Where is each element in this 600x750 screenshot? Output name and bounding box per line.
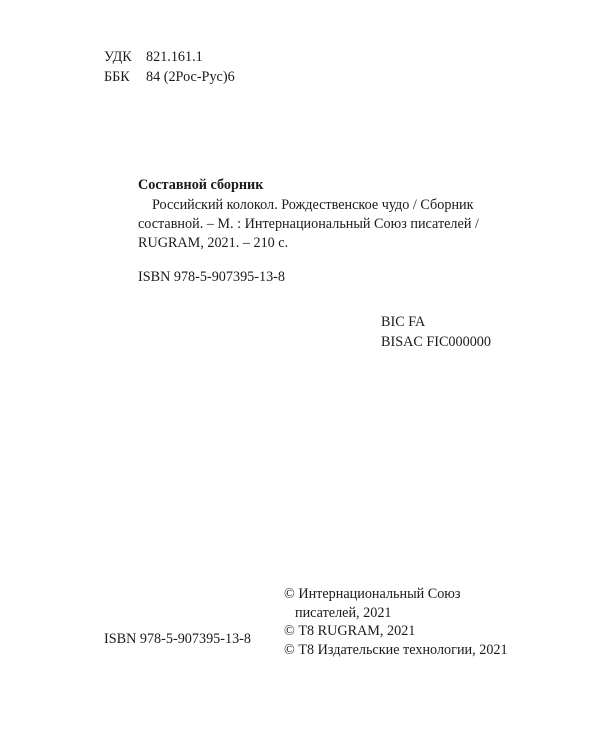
- description-line-3: RUGRAM, 2021. – 210 с.: [138, 235, 289, 251]
- footer-isbn: ISBN 978-5-907395-13-8: [104, 631, 251, 647]
- bbk-code-label: ББК: [104, 69, 130, 85]
- bbk-row: [104, 68, 235, 88]
- record-isbn: ISBN 978-5-907395-13-8: [138, 269, 285, 285]
- classification-block: [104, 48, 235, 88]
- subject-codes: [381, 313, 491, 353]
- copyright-line-4: © Т8 Издательские технологии, 2021: [284, 641, 508, 658]
- copyright-line-2: писателей, 2021: [295, 604, 392, 621]
- copyright-line-1: © Интернациональный Союз: [284, 586, 461, 602]
- description-line-2: составной. – М. : Интернациональный Союз писателей /: [138, 216, 479, 232]
- bisac-code: BISAC FIC000000: [381, 334, 491, 350]
- bic-code: BIC FA: [381, 314, 426, 330]
- author-heading: Составной сборник: [138, 177, 264, 193]
- udk-row: [104, 48, 235, 68]
- copyright-block: [284, 585, 508, 659]
- bbk-code-value: 84 (2Рос-Рус)6: [146, 69, 235, 85]
- bibliographic-record: [138, 176, 498, 287]
- copyright-line-3: © Т8 RUGRAM, 2021: [284, 623, 416, 639]
- udk-code-label: УДК: [104, 49, 132, 65]
- description-line-1: Российский колокол. Рождественское чудо / Сборник: [152, 197, 474, 213]
- udk-code-value: 821.161.1: [146, 49, 203, 65]
- bibliographic-description: [138, 196, 498, 253]
